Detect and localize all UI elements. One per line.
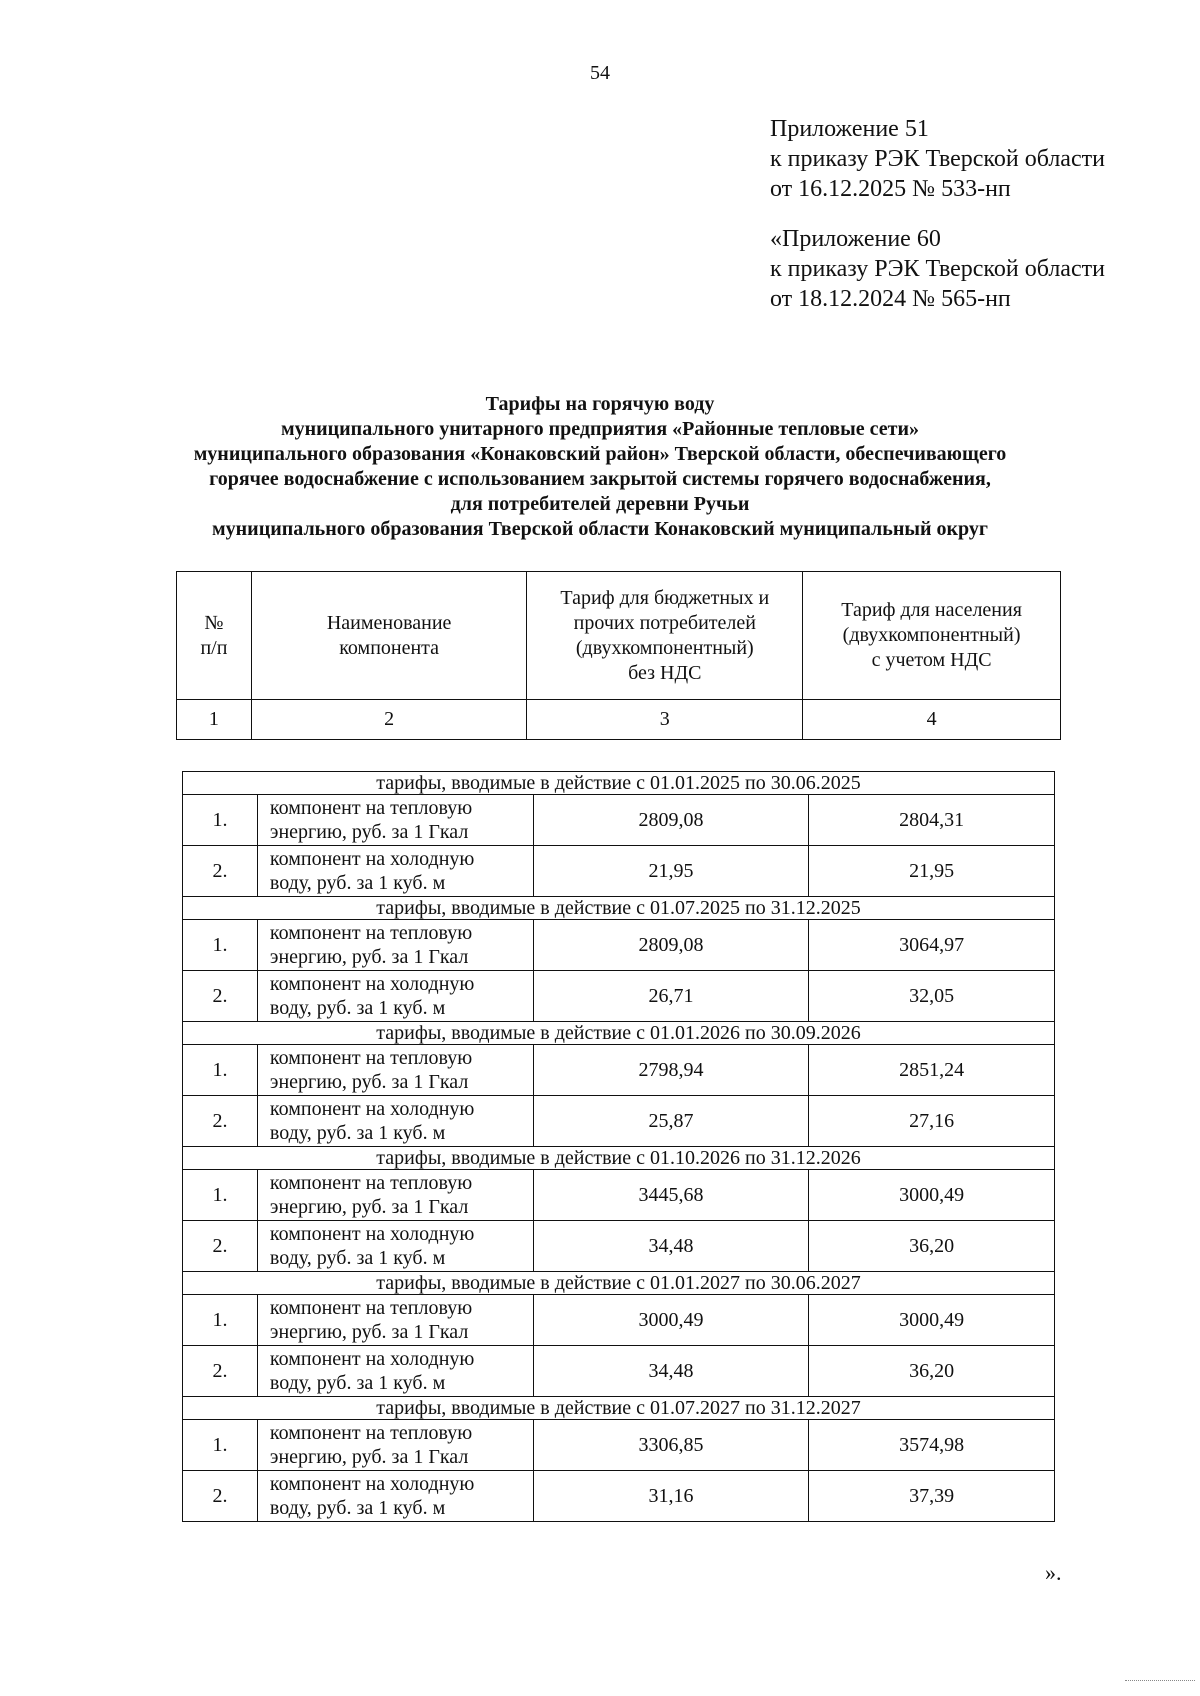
tariff-table-header <box>176 571 1061 740</box>
population-tariff: 37,39 <box>809 1471 1055 1522</box>
component-name: компонент на холодную воду, руб. за 1 куб. м <box>257 1346 533 1397</box>
header-index: 1 <box>177 700 252 740</box>
component-name: компонент на холодную воду, руб. за 1 куб. м <box>257 846 533 897</box>
header-index: 2 <box>251 700 527 740</box>
row-number: 1. <box>183 920 258 971</box>
row-number: 2. <box>183 1471 258 1522</box>
component-name: компонент на холодную воду, руб. за 1 куб. м <box>257 971 533 1022</box>
title-line: муниципального образования «Конаковский район» Тверской области, обеспечивающего <box>193 443 1007 465</box>
tariff-row <box>183 1096 1055 1147</box>
population-tariff: 3000,49 <box>809 1170 1055 1221</box>
header-index: 3 <box>527 700 803 740</box>
title-line: горячее водоснабжение с использованием закрытой системы горячего водоснабжения, <box>209 468 991 490</box>
population-tariff: 3000,49 <box>809 1295 1055 1346</box>
annex-previous <box>770 224 1105 314</box>
period-label: тарифы, вводимые в действие с 01.10.2026 по 31.12.2026 <box>183 1147 1055 1170</box>
component-name: компонент на тепловую энергию, руб. за 1 Гкал <box>257 1170 533 1221</box>
population-tariff: 32,05 <box>809 971 1055 1022</box>
component-name: компонент на тепловую энергию, руб. за 1 Гкал <box>257 1045 533 1096</box>
budget-tariff: 34,48 <box>533 1346 809 1397</box>
tariff-row <box>183 920 1055 971</box>
title-line: муниципального унитарного предприятия «Районные тепловые сети» <box>280 418 920 440</box>
row-number: 1. <box>183 1420 258 1471</box>
population-tariff: 2851,24 <box>809 1045 1055 1096</box>
title-line: для потребителей деревни Ручьи <box>450 493 750 515</box>
annex-current-line: к приказу РЭК Тверской области <box>770 146 1105 172</box>
scan-artifact <box>1125 1680 1195 1681</box>
tariff-row <box>183 795 1055 846</box>
period-row <box>183 1022 1055 1045</box>
component-name: компонент на тепловую энергию, руб. за 1 Гкал <box>257 795 533 846</box>
annex-previous-line: «Приложение 60 <box>770 226 941 252</box>
budget-tariff: 21,95 <box>533 846 809 897</box>
row-number: 1. <box>183 795 258 846</box>
tariff-row <box>183 1221 1055 1272</box>
period-row <box>183 772 1055 795</box>
annex-current <box>770 114 1105 204</box>
header-col-component: Наименование компонента <box>251 572 527 700</box>
budget-tariff: 3445,68 <box>533 1170 809 1221</box>
budget-tariff: 26,71 <box>533 971 809 1022</box>
tariff-row <box>183 971 1055 1022</box>
annex-previous-line: от 18.12.2024 № 565-нп <box>770 286 1011 312</box>
row-number: 2. <box>183 1096 258 1147</box>
period-label: тарифы, вводимые в действие с 01.07.2027 по 31.12.2027 <box>183 1397 1055 1420</box>
title-line: муниципального образования Тверской области Конаковский муниципальный округ <box>212 518 988 540</box>
population-tariff: 27,16 <box>809 1096 1055 1147</box>
document-title <box>120 392 1080 542</box>
component-name: компонент на холодную воду, руб. за 1 куб. м <box>257 1096 533 1147</box>
period-label: тарифы, вводимые в действие с 01.01.2025 по 30.06.2025 <box>183 772 1055 795</box>
population-tariff: 3574,98 <box>809 1420 1055 1471</box>
tariff-row <box>183 1170 1055 1221</box>
component-name: компонент на тепловую энергию, руб. за 1 Гкал <box>257 1420 533 1471</box>
period-row <box>183 1397 1055 1420</box>
budget-tariff: 2809,08 <box>533 795 809 846</box>
population-tariff: 36,20 <box>809 1346 1055 1397</box>
tariff-row <box>183 1045 1055 1096</box>
component-name: компонент на тепловую энергию, руб. за 1 Гкал <box>257 1295 533 1346</box>
annex-current-line: Приложение 51 <box>770 116 929 142</box>
tariff-row <box>183 1295 1055 1346</box>
row-number: 2. <box>183 1346 258 1397</box>
budget-tariff: 3306,85 <box>533 1420 809 1471</box>
header-col-number: № п/п <box>177 572 252 700</box>
header-col-population: Тариф для населения (двухкомпонентный) с учетом НДС <box>803 572 1061 700</box>
period-row <box>183 1147 1055 1170</box>
budget-tariff: 31,16 <box>533 1471 809 1522</box>
period-label: тарифы, вводимые в действие с 01.01.2026 по 30.09.2026 <box>183 1022 1055 1045</box>
title-line: Тарифы на горячую воду <box>485 393 715 415</box>
population-tariff: 3064,97 <box>809 920 1055 971</box>
budget-tariff: 25,87 <box>533 1096 809 1147</box>
annex-current-line: от 16.12.2025 № 533-нп <box>770 176 1011 202</box>
row-number: 1. <box>183 1045 258 1096</box>
budget-tariff: 34,48 <box>533 1221 809 1272</box>
period-label: тарифы, вводимые в действие с 01.07.2025 по 31.12.2025 <box>183 897 1055 920</box>
budget-tariff: 3000,49 <box>533 1295 809 1346</box>
tariff-row <box>183 846 1055 897</box>
period-row <box>183 897 1055 920</box>
component-name: компонент на холодную воду, руб. за 1 куб. м <box>257 1471 533 1522</box>
tariff-row <box>183 1471 1055 1522</box>
row-number: 2. <box>183 846 258 897</box>
population-tariff: 36,20 <box>809 1221 1055 1272</box>
period-row <box>183 1272 1055 1295</box>
row-number: 1. <box>183 1170 258 1221</box>
row-number: 1. <box>183 1295 258 1346</box>
header-col-budget: Тариф для бюджетных и прочих потребителей (двухкомпонентный) без НДС <box>527 572 803 700</box>
budget-tariff: 2809,08 <box>533 920 809 971</box>
row-number: 2. <box>183 971 258 1022</box>
population-tariff: 2804,31 <box>809 795 1055 846</box>
annex-previous-line: к приказу РЭК Тверской области <box>770 256 1105 282</box>
component-name: компонент на тепловую энергию, руб. за 1 Гкал <box>257 920 533 971</box>
population-tariff: 21,95 <box>809 846 1055 897</box>
page-number: 54 <box>590 62 610 84</box>
tariff-row <box>183 1346 1055 1397</box>
budget-tariff: 2798,94 <box>533 1045 809 1096</box>
period-label: тарифы, вводимые в действие с 01.01.2027 по 30.06.2027 <box>183 1272 1055 1295</box>
component-name: компонент на холодную воду, руб. за 1 куб. м <box>257 1221 533 1272</box>
closing-quote: ». <box>1045 1560 1062 1585</box>
tariff-row <box>183 1420 1055 1471</box>
header-index: 4 <box>803 700 1061 740</box>
row-number: 2. <box>183 1221 258 1272</box>
tariff-table-body <box>182 771 1055 1522</box>
